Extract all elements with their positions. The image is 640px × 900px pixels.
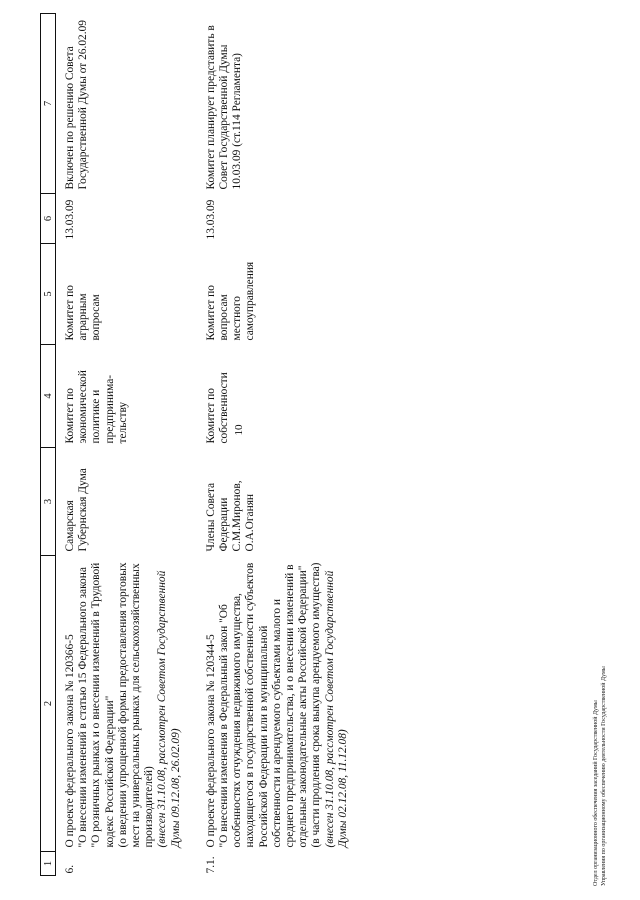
co-committee-cell: Комитет по аграрным вопросам — [64, 285, 103, 341]
bill-cell — [56, 556, 197, 852]
agenda-table — [40, 13, 364, 876]
footer — [592, 466, 616, 886]
co-committee-cell: Комитет по вопросам местного самоуправления — [204, 261, 257, 341]
table-row — [197, 14, 364, 876]
bill-note: (о введении упрощенной формы предоставления торговых мест на универсальных рынках для сельскохозяйственных производителей) — [116, 562, 156, 848]
header-cell: 3 — [41, 448, 56, 556]
bill-cell — [197, 556, 364, 852]
page-number: 10 — [233, 424, 245, 436]
header-cell: 1 — [41, 852, 56, 876]
bill-status: (внесен 31.10.08, рассмотрен Советом Государственной Думы 02.12.08, 11.12.08) — [323, 570, 349, 848]
bill-description: "О внесении изменений в статью 15 Федерального закона "О розничных рынках и о внесении изменений в Трудовой кодекс Российской Федерации" — [77, 562, 116, 848]
committee-cell: Комитет по экономической политике и предпринима-тельству — [64, 370, 129, 444]
bill-note: (в части продления срока выкупа арендуемого имущества) — [310, 562, 323, 848]
bill-title: О проекте федерального закона № 120344-5 — [204, 634, 217, 848]
table-row — [56, 14, 197, 876]
initiator-cell: Члены Совета Федерации С.М.Миронов, О.А.Оганян — [204, 480, 257, 552]
header-cell: 6 — [41, 194, 56, 244]
initiator-cell: Самарская Губернская Дума — [64, 468, 90, 552]
date-cell: 13.03.09 — [204, 199, 217, 240]
header-cell: 7 — [41, 14, 56, 194]
rotated-table-page — [40, 14, 580, 876]
header-cell: 4 — [41, 345, 56, 448]
header-row — [41, 14, 56, 876]
committee-cell: Комитет по собственности — [204, 372, 231, 444]
remark-cell: Включен по решению Совета Государственной Думы от 26.02.09 — [64, 20, 90, 190]
row-number: 6. — [64, 864, 76, 874]
row-number: 7.1. — [204, 856, 217, 874]
header-cell: 2 — [41, 556, 56, 852]
footer-line-2: Управления по организационному обеспечению деятельности Государственной Думы — [601, 666, 607, 886]
bill-status: (внесен 31.10.08, рассмотрен Советом Государственной Думы 09.12.08, 26.02.09) — [156, 570, 182, 848]
header-cell: 5 — [41, 244, 56, 345]
date-cell: 13.03.09 — [64, 199, 76, 240]
remark-cell: Комитет планирует представить в Совет Государственной Думы 10.03.09 (ст.114 Регламента) — [204, 25, 244, 190]
footer-line-1: Отдел организационного обеспечения заседаний Государственной Думы — [593, 700, 599, 886]
bill-description: "О внесении изменения в Федеральный закон "Об особенностях отчуждения недвижимого имущества, находящегося в государственной собственности субъектов Российской Федерации или в муниципальной собственности и арендуемого субъектами малого и среднего предпринимательства, и о внесении изменений в отдельные законодательные акты Российской Федерации" — [218, 562, 310, 848]
bill-title: О проекте федерального закона № 120366-5 — [64, 634, 76, 848]
